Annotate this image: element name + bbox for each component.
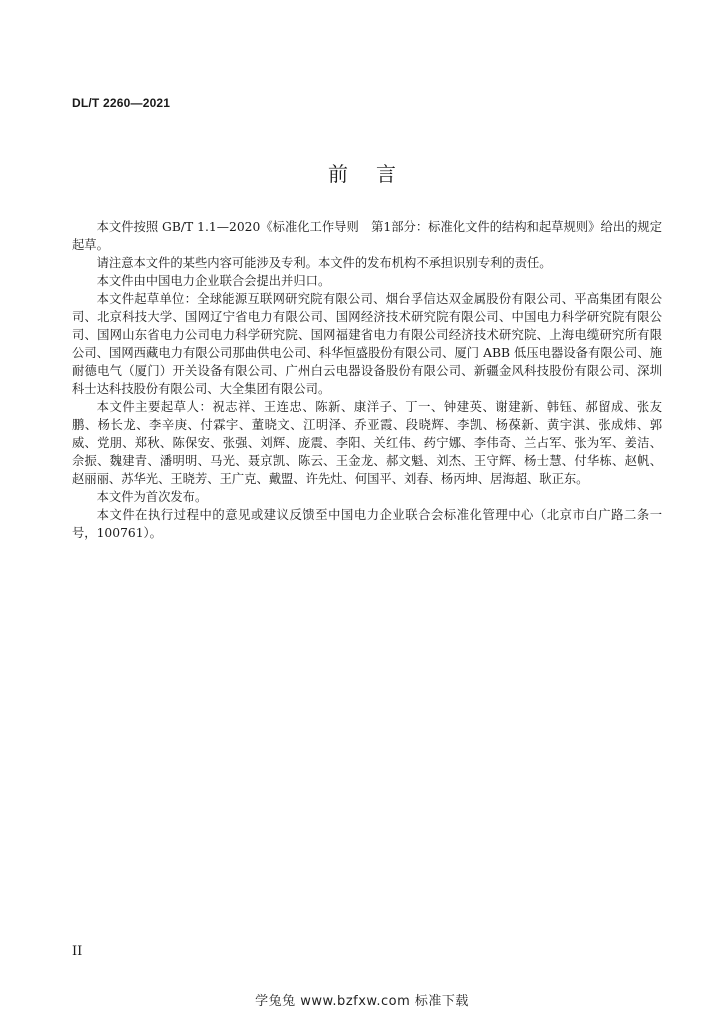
- paragraph-drafting-rules: 本文件按照 GB/T 1.1—2020《标准化工作导则 第1部分：标准化文件的结构和起草规则》给出的规定起草。: [72, 220, 662, 252]
- paragraph-patent-notice: 请注意本文件的某些内容可能涉及专利。本文件的发布机构不承担识别专利的责任。: [96, 256, 552, 270]
- footer-watermark: 学兔兔 www.bzfxw.com 标准下载: [255, 994, 469, 1009]
- paragraph-proposer: 本文件由中国电力企业联合会提出并归口。: [96, 274, 331, 288]
- paragraph-main-drafters: 本文件主要起草人：祝志祥、王连忠、陈新、康洋子、丁一、钟建英、谢建新、韩钰、郝留成、张友鹏、杨长龙、李辛庚、付霖宇、董晓文、江明泽、乔亚霞、段晓辉、李凯、杨葆新、黄宇淇、张成炜、郭威、党朋、郑秋、陈保安、张强、刘辉、庞震、李阳、关红伟、药宁娜、李伟奇、兰占军、张为军、姜洁、佘振、魏建青、潘明明、马光、聂京凯、陈云、王金龙、郝文魁、刘杰、王守辉、杨士慧、付华栋、赵帆、赵丽丽、苏华光、王晓芳、王广克、戴盟、许先灶、何国平、刘春、杨丙坤、居海超、耿正东。: [72, 400, 662, 486]
- page-number: II: [72, 944, 83, 959]
- page-title: 前言: [328, 162, 424, 186]
- foreword-body: [72, 218, 662, 542]
- paragraph-first-release: 本文件为首次发布。: [96, 490, 208, 504]
- paragraph-drafting-organizations: 本文件起草单位：全球能源互联网研究院有限公司、烟台孚信达双金属股份有限公司、平高集团有限公司、北京科技大学、国网辽宁省电力有限公司、国网经济技术研究院有限公司、中国电力科学研究院有限公司、国网山东省电力公司电力科学研究院、国网福建省电力有限公司经济技术研究院、上海电缆研究所有限公司、国网西藏电力有限公司那曲供电公司、科华恒盛股份有限公司、厦门 ABB 低压电器设备有限公司、施耐德电气（厦门）开关设备有限公司、广州白云电器设备股份有限公司、新疆金风科技股份有限公司、深圳科士达科技股份有限公司、大全集团有限公司。: [72, 292, 662, 396]
- document-code: DL/T 2260—2021: [72, 96, 171, 110]
- paragraph-feedback: 本文件在执行过程中的意见或建议反馈至中国电力企业联合会标准化管理中心（北京市白广路二条一号，100761）。: [72, 508, 662, 540]
